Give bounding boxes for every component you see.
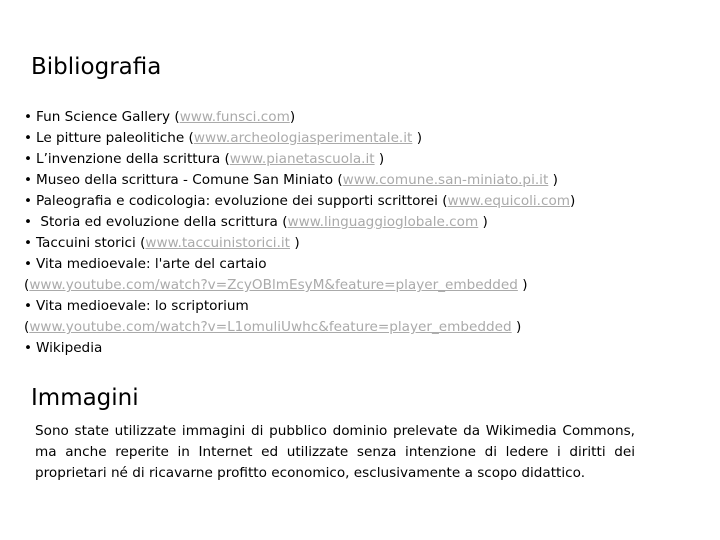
archeologia-link[interactable]: www.archeologiasperimentale.it	[193, 130, 413, 146]
list-item	[24, 254, 664, 275]
linguaggioglobale-link[interactable]: www.linguaggioglobale.com	[287, 214, 479, 230]
item-text: Fun Science Gallery (	[36, 109, 180, 125]
bullet: •	[24, 235, 33, 251]
youtube-scriptorium-link[interactable]: www.youtube.com/watch?v=L1omuliUwhc&feature=player_embedded	[29, 319, 512, 335]
item-text: Wikipedia	[36, 340, 103, 356]
item-text: Paleografia e codicologia: evoluzione dei supporti scrittorei (	[36, 193, 448, 209]
item-text: Vita medioevale: lo scriptorium	[36, 298, 249, 314]
san-miniato-link[interactable]: www.comune.san-miniato.pi.it	[342, 172, 549, 188]
funsci-link[interactable]: www.funsci.com	[179, 109, 290, 125]
bullet: •	[24, 340, 33, 356]
bullet: •	[24, 298, 33, 314]
taccuinistorici-link[interactable]: www.taccuinistorici.it	[145, 235, 290, 251]
bullet: •	[24, 172, 33, 188]
list-item	[24, 191, 664, 212]
images-section-title: Immagini	[31, 385, 139, 411]
item-text: Storia ed evoluzione della scrittura (	[36, 214, 288, 230]
bullet: •	[24, 256, 33, 272]
list-item	[24, 107, 664, 128]
item-suffix: )	[478, 214, 488, 230]
item-text: Le pitture paleolitiche (	[36, 130, 194, 146]
item-suffix: )	[374, 151, 385, 167]
pianetascuola-link[interactable]: www.pianetascuola.it	[229, 151, 375, 167]
equicoli-link[interactable]: www.equicoli.com	[447, 193, 571, 209]
item-text: Taccuini storici (	[36, 235, 146, 251]
item-suffix: )	[511, 319, 522, 335]
bullet: •	[24, 151, 33, 167]
item-prefix: (	[24, 319, 30, 335]
item-suffix: )	[548, 172, 558, 188]
item-text: Vita medioevale: l'arte del cartaio	[36, 256, 267, 272]
list-item	[24, 170, 664, 191]
item-text: L’invenzione della scrittura (	[36, 151, 230, 167]
item-prefix: (	[24, 277, 30, 293]
item-suffix: )	[289, 109, 296, 125]
bullet: •	[24, 109, 33, 125]
item-text: Museo della scrittura - Comune San Miniato (	[36, 172, 343, 188]
list-item-continuation	[24, 275, 664, 296]
list-item	[24, 149, 664, 170]
bibliography-title: Bibliografia	[31, 54, 162, 80]
list-item	[24, 128, 664, 149]
bibliography-list	[24, 107, 664, 359]
list-item	[24, 233, 664, 254]
list-item	[24, 338, 664, 359]
images-paragraph: Sono state utilizzate immagini di pubblico dominio prelevate da Wikimedia Commons, ma anche reperite in Internet ed utilizzate senza intenzione di ledere i diritti dei proprietari né di ricavarne profitto economico, esclusivamente a scopo didattico.	[35, 423, 635, 481]
item-suffix: )	[570, 193, 576, 209]
list-item-continuation	[24, 317, 664, 338]
item-suffix: )	[290, 235, 300, 251]
list-item	[24, 296, 664, 317]
list-item	[24, 212, 664, 233]
bullet: •	[24, 193, 33, 209]
item-suffix: )	[412, 130, 422, 146]
bullet: •	[24, 130, 33, 146]
bullet: •	[24, 214, 33, 230]
item-suffix: )	[517, 277, 528, 293]
youtube-cartaio-link[interactable]: www.youtube.com/watch?v=ZcyOBlmEsyM&feature=player_embedded	[29, 277, 518, 293]
